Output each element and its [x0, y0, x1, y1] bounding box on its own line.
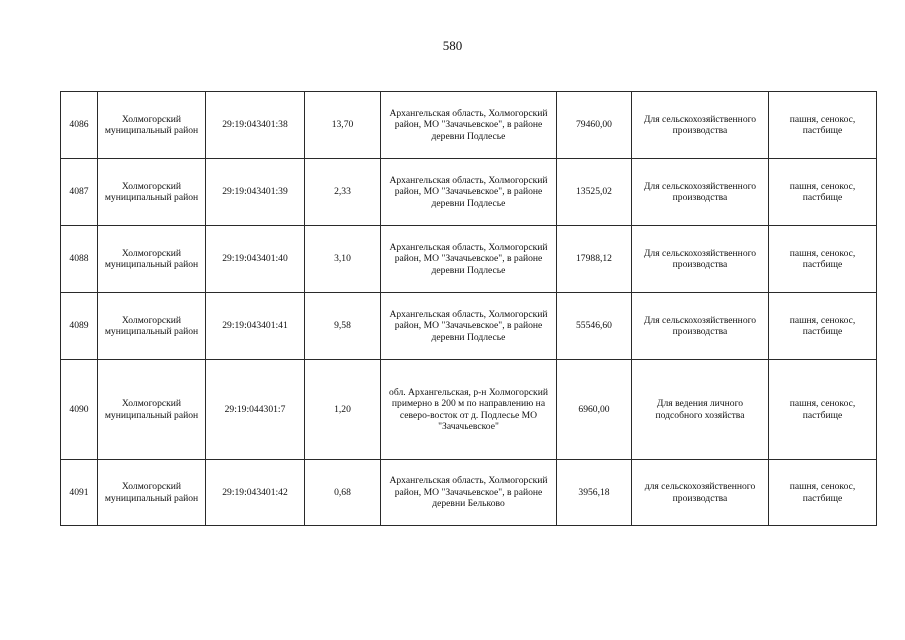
permitted-use-cell: Для сельскохозяйственного производства — [632, 293, 769, 360]
area-cell: 1,20 — [305, 360, 381, 460]
cadastral-value-cell: 55546,60 — [557, 293, 632, 360]
row-number-cell: 4091 — [61, 460, 98, 526]
cadastral-number-cell: 29:19:043401:40 — [206, 226, 305, 293]
area-cell: 0,68 — [305, 460, 381, 526]
location-cell: Архангельская область, Холмогорский район, МО "Зачачьевское", в районе деревни Подлесье — [381, 226, 557, 293]
permitted-use-cell: Для сельскохозяйственного производства — [632, 226, 769, 293]
page-number: 580 — [442, 38, 463, 53]
cadastral-number-cell: 29:19:043401:38 — [206, 92, 305, 159]
land-use-cell: пашня, сенокос, пастбище — [769, 226, 877, 293]
table-row — [61, 226, 877, 293]
location-cell: обл. Архангельская, р-н Холмогорский примерно в 200 м по направлению на северо-восток от д. Подлесье МО "Зачачьевское" — [381, 360, 557, 460]
cadastral-value-cell: 13525,02 — [557, 159, 632, 226]
land-use-cell: пашня, сенокос, пастбище — [769, 360, 877, 460]
cadastral-number-cell: 29:19:043401:42 — [206, 460, 305, 526]
cadastral-value-cell: 17988,12 — [557, 226, 632, 293]
area-cell: 9,58 — [305, 293, 381, 360]
table-row — [61, 92, 877, 159]
land-plots-table — [60, 91, 877, 526]
land-use-cell: пашня, сенокос, пастбище — [769, 460, 877, 526]
row-number-cell: 4089 — [61, 293, 98, 360]
cadastral-value-cell: 79460,00 — [557, 92, 632, 159]
location-cell: Архангельская область, Холмогорский район, МО "Зачачьевское", в районе деревни Подлесье — [381, 92, 557, 159]
location-cell: Архангельская область, Холмогорский район, МО "Зачачьевское", в районе деревни Подлесье — [381, 293, 557, 360]
cadastral-value-cell: 6960,00 — [557, 360, 632, 460]
cadastral-number-cell: 29:19:043401:41 — [206, 293, 305, 360]
land-use-cell: пашня, сенокос, пастбище — [769, 293, 877, 360]
district-cell: Холмогорский муниципальный район — [98, 159, 206, 226]
cadastral-number-cell: 29:19:044301:7 — [206, 360, 305, 460]
row-number-cell: 4090 — [61, 360, 98, 460]
permitted-use-cell: Для сельскохозяйственного производства — [632, 92, 769, 159]
area-cell: 3,10 — [305, 226, 381, 293]
land-use-cell: пашня, сенокос, пастбище — [769, 92, 877, 159]
permitted-use-cell: Для сельскохозяйственного производства — [632, 159, 769, 226]
permitted-use-cell: Для ведения личного подсобного хозяйства — [632, 360, 769, 460]
district-cell: Холмогорский муниципальный район — [98, 293, 206, 360]
row-number-cell: 4088 — [61, 226, 98, 293]
row-number-cell: 4086 — [61, 92, 98, 159]
table-row — [61, 460, 877, 526]
row-number-cell: 4087 — [61, 159, 98, 226]
permitted-use-cell: для сельскохозяйственного производства — [632, 460, 769, 526]
cadastral-value-cell: 3956,18 — [557, 460, 632, 526]
table-row — [61, 293, 877, 360]
location-cell: Архангельская область, Холмогорский район, МО "Зачачьевское", в районе деревни Подлесье — [381, 159, 557, 226]
cadastral-number-cell: 29:19:043401:39 — [206, 159, 305, 226]
land-use-cell: пашня, сенокос, пастбище — [769, 159, 877, 226]
district-cell: Холмогорский муниципальный район — [98, 460, 206, 526]
table-row — [61, 360, 877, 460]
area-cell: 13,70 — [305, 92, 381, 159]
table-row — [61, 159, 877, 226]
location-cell: Архангельская область, Холмогорский район, МО "Зачачьевское", в районе деревни Бельково — [381, 460, 557, 526]
district-cell: Холмогорский муниципальный район — [98, 360, 206, 460]
area-cell: 2,33 — [305, 159, 381, 226]
district-cell: Холмогорский муниципальный район — [98, 92, 206, 159]
district-cell: Холмогорский муниципальный район — [98, 226, 206, 293]
